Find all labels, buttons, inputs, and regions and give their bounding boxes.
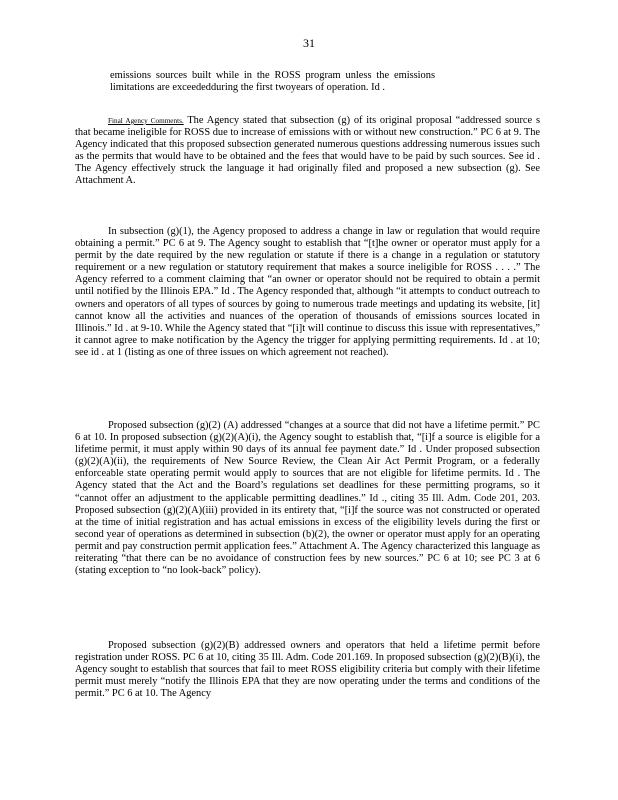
paragraph-final-agency-comments	[75, 115, 540, 188]
paragraph-continuation: emissions sources built while in the ROSS program unless the emissions limitations are exceededduring the first twoyears of operation. Id .	[110, 70, 435, 94]
section-lead: Final Agency Comments.	[108, 117, 184, 125]
paragraph-text: The Agency stated that subsection (g) of its original proposal “addressed source s that became ineligible for ROSS due to increase of emissions with or without new construction.” PC 6 at 9. The Agency indicated that this proposed subsection generated numerous questions addressing numerous issues such as the permits that would have to be obtained and the fees that would have to be paid by such sources. See id . The Agency effectively struck the language it had originally filed and proposed a new subsection (g). See Attachment A.	[75, 115, 540, 187]
page-number: 31	[303, 36, 315, 50]
paragraph-subsection-g2a: Proposed subsection (g)(2) (A) addressed “changes at a source that did not have a lifetime permit.” PC 6 at 10. In proposed subsection (g)(2)(A)(i), the Agency sought to establish that, “[i]f a source is eligible for a lifetime permit, it must apply within 90 days of its annual fee payment date.” Id . Under proposed subsection (g)(2)(A)(ii), the requirements of New Source Review, the Clean Air Act Permit Program, or a federally enforceable state operating permit would apply to sources that are not eligible for lifetime permits. Id . The Agency stated that the Act and the Board’s regulations set deadlines for these permitting programs, so it “cannot offer an adjustment to the applicable permitting deadlines.” Id ., citing 35 Ill. Adm. Code 201, 203. Proposed subsection (g)(2)(A)(iii) provided in its entirety that, “[i]f the source was not constructed or operated at the time of initial registration and has actual emissions in excess of the eligibility levels during the first or second year of operations as determined in subsection (b)(2), the owner or operator must apply for an operating permit and pay construction permit application fees.” Attachment A. The Agency characterized this language as reiterating “that there can be no avoidance of construction fees by new sources.” PC 6 at 10; see PC 3 at 6 (stating exception to “no look-back” policy).	[75, 420, 540, 577]
paragraph-subsection-g1: In subsection (g)(1), the Agency proposed to address a change in law or regulation that would require obtaining a permit.” PC 6 at 9. The Agency sought to establish that “[t]he owner or operator must apply for a permit by the date required by the new regulation or statute if there is a change in a regulation or statutory requirement or a new regulation or statutory requirement that makes a source ineligible for ROSS . . . .” The Agency referred to a comment claiming that “an owner or operator should not be required to obtain a permit until notified by the Illinois EPA.” Id . The Agency responded that, although “it attempts to conduct outreach to owners and operators of all types of sources by going to numerous trade meetings and updating its website, [it] cannot know all the activities and nuances of the operation of thousands of emissions sources located in Illinois.” Id . at 9-10. While the Agency stated that “[i]t will continue to discuss this issue with representatives,” it cannot agree to make notification by the Agency the trigger for applying permitting requirements. Id . at 10; see id . at 1 (listing as one of three issues on which agreement not reached).	[75, 226, 540, 358]
paragraph-subsection-g2b: Proposed subsection (g)(2)(B) addressed owners and operators that held a lifetime permit before registration under ROSS. PC 6 at 10, citing 35 Ill. Adm. Code 201.169. In proposed subsection (g)(2)(B)(i), the Agency sought to establish that sources that fail to meet ROSS eligibility criteria but comply with their lifetime permit must merely “notify the Illinois EPA that they are now operating under the terms and conditions of the permit.” PC 6 at 10. The Agency	[75, 640, 540, 700]
